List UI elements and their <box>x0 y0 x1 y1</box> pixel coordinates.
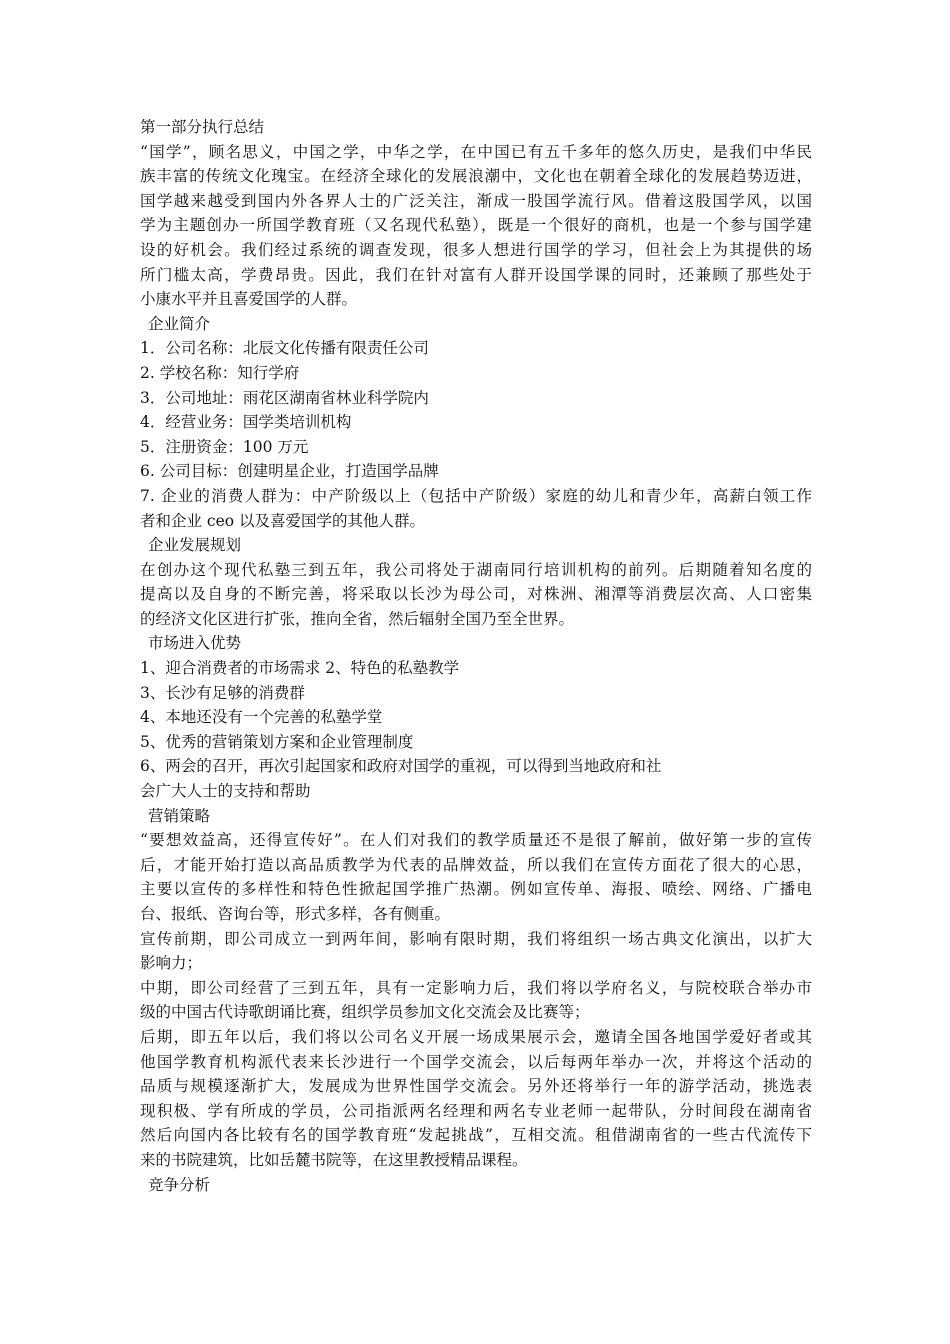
company-list <box>140 336 812 533</box>
intro-line: “国学”，顾名思义，中国之学，中华之学，在中国已有五千多年的悠久历史，是我们中华民 <box>140 142 812 161</box>
intro-line: 族丰富的传统文化瑰宝。在经济全球化的发展浪潮中，文化也在朝着全球化的发展趋势迈进， <box>140 167 812 186</box>
marketing-line: 中期，即公司经营了三到五年，具有一定影响力后，我们将以学府名义，与院校联合举办市 <box>140 978 812 997</box>
plan-heading: 企业发展规划 <box>148 536 242 555</box>
plan-line: 提高以及自身的不断完善，将采取以长沙为母公司，对株洲、湘潭等消费层次高、人口密集 <box>140 585 812 604</box>
marketing-line: 后，才能开始打造以高品质教学为代表的品牌效益，所以我们在宣传方面花了很大的心思， <box>140 855 812 874</box>
market-heading: 市场进入优势 <box>148 634 242 653</box>
market-item: 4、本地还没有一个完善的私塾学堂 <box>140 708 383 727</box>
company-item: 者和企业 ceo 以及喜爱国学的其他人群。 <box>140 511 426 530</box>
marketing-line: 后期，即五年以后，我们将以公司名义开展一场成果展示会，邀请全国各地国学爱好者或其 <box>140 1027 812 1046</box>
document-page <box>140 115 812 1197</box>
company-item: 2. 学校名称：知行学府 <box>140 363 300 382</box>
plan-paragraph <box>140 558 812 632</box>
intro-line: 所门槛太高，学费昂贵。因此，我们在针对富有人群开设国学课的同时，还兼顾了那些处于 <box>140 265 812 284</box>
company-item: 3．公司地址：雨花区湖南省林业科学院内 <box>140 388 429 407</box>
plan-line: 在创办这个现代私塾三到五年，我公司将处于湖南同行培训机构的前列。后期随着知名度的 <box>140 560 812 579</box>
marketing-line: 来的书院建筑，比如岳麓书院等，在这里教授精品课程。 <box>140 1150 528 1169</box>
market-item: 3、长沙有足够的消费群 <box>140 683 305 702</box>
competition-heading: 竞争分析 <box>148 1175 211 1194</box>
company-item: 1．公司名称：北辰文化传播有限责任公司 <box>140 339 429 358</box>
marketing-paragraph <box>140 828 812 1172</box>
marketing-line: 然后向国内各比较有名的国学教育班“发起挑战”，互相交流。租借湖南省的一些古代流传下 <box>140 1126 812 1145</box>
company-item: 6. 公司目标：创建明星企业，打造国学品牌 <box>140 462 439 481</box>
plan-line: 的经济文化区进行扩张，推向全省，然后辐射全国乃至全世界。 <box>140 609 575 628</box>
document-title: 第一部分执行总结 <box>140 118 265 136</box>
marketing-line: 宣传前期，即公司成立一到两年间，影响有限时期，我们将组织一场古典文化演出，以扩大 <box>140 929 812 948</box>
market-item: 6、两会的召开，再次引起国家和政府对国学的重视，可以得到当地政府和社 <box>140 757 662 776</box>
intro-line: 学为主题创办一所国学教育班（又名现代私塾），既是一个很好的商机，也是一个参与国学建 <box>140 216 812 235</box>
company-heading: 企业简介 <box>148 314 211 333</box>
company-item: 7. 企业的消费人群为：中产阶级以上（包括中产阶级）家庭的幼儿和青少年，高薪白领工作 <box>140 486 812 505</box>
marketing-line: 影响力； <box>140 954 203 973</box>
intro-line: 设的好机会。我们经过系统的调查发现，很多人想进行国学的学习，但社会上为其提供的场 <box>140 240 812 259</box>
market-item: 1、迎合消费者的市场需求 2、特色的私塾教学 <box>140 659 460 678</box>
marketing-line: 现积极、学有所成的学员，公司指派两名经理和两名专业老师一起带队，分时间段在湖南省 <box>140 1101 812 1120</box>
market-item: 5、优秀的营销策划方案和企业管理制度 <box>140 732 414 751</box>
market-item: 会广大人士的支持和帮助 <box>140 782 311 801</box>
market-list <box>140 656 812 804</box>
marketing-line: 级的中国古代诗歌朗诵比赛，组织学员参加文化交流会及比赛等； <box>140 1003 590 1022</box>
marketing-line: 品质与规模逐渐扩大，发展成为世界性国学交流会。另外还将举行一年的游学活动，挑选表 <box>140 1077 812 1096</box>
marketing-line: 他国学教育机构派代表来长沙进行一个国学交流会，以后每两年举办一次，并将这个活动的 <box>140 1052 812 1071</box>
intro-line: 小康水平并且喜爱国学的人群。 <box>140 290 358 309</box>
marketing-line: “要想效益高，还得宣传好”。在人们对我们的教学质量还不是很了解前，做好第一步的宣传 <box>140 831 812 850</box>
intro-paragraph <box>140 140 812 312</box>
company-item: 5．注册资金：100 万元 <box>140 437 309 456</box>
company-item: 4．经营业务：国学类培训机构 <box>140 413 352 432</box>
marketing-line: 台、报纸、咨询台等，形式多样，各有侧重。 <box>140 905 451 923</box>
intro-line: 国学越来越受到国内外各界人士的广泛关注，渐成一股国学流行风。借着这股国学风，以国 <box>140 191 812 210</box>
marketing-line: 主要以宣传的多样性和特色性掀起国学推广热潮。例如宣传单、海报、喷绘、网络、广播电 <box>140 880 812 899</box>
marketing-heading: 营销策略 <box>148 806 211 825</box>
